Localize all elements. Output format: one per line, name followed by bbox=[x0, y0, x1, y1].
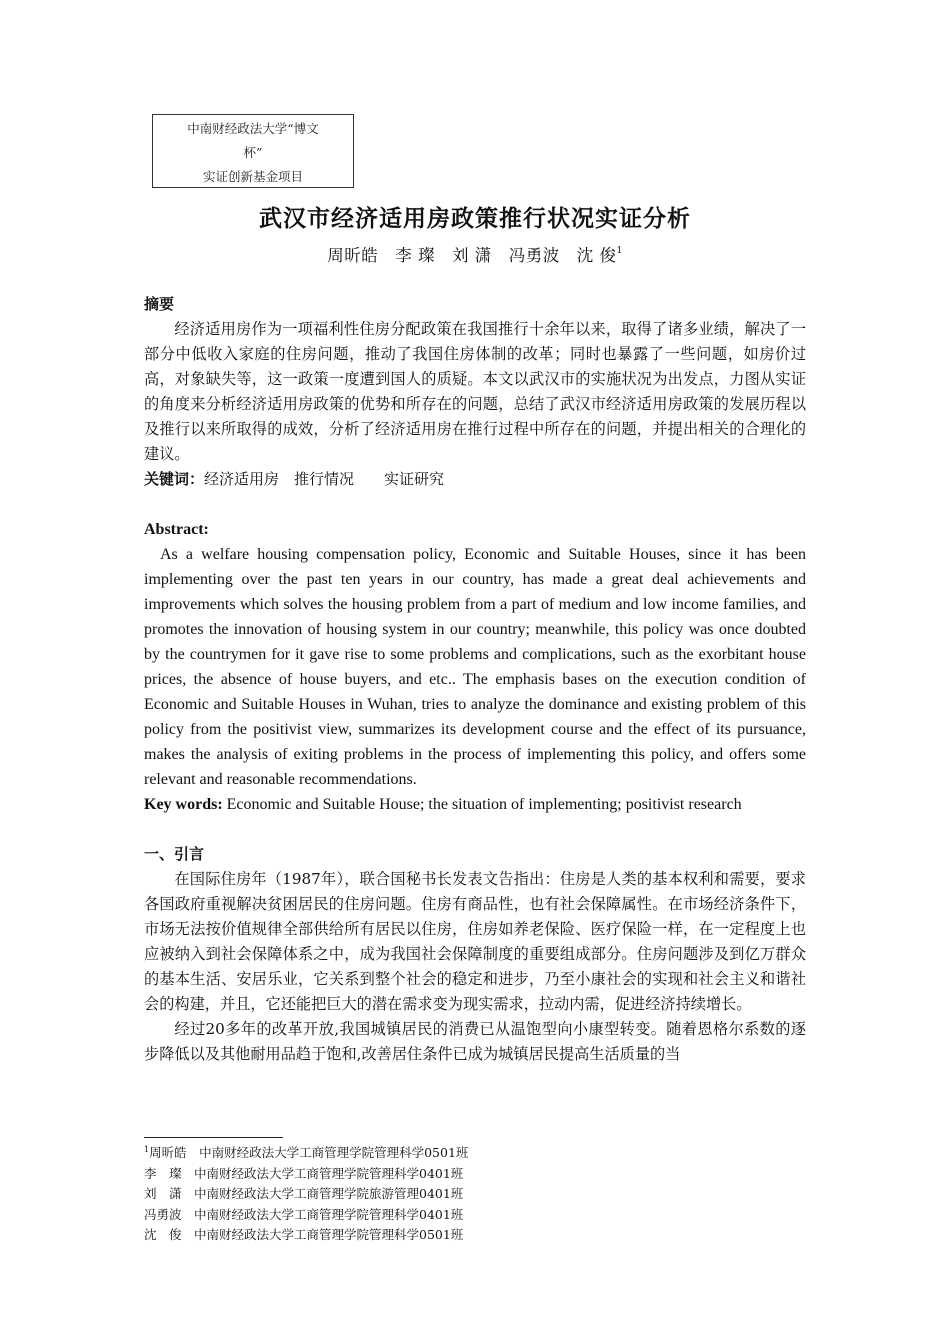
keywords-label-cn: 关键词： bbox=[144, 470, 205, 488]
footnote-separator bbox=[144, 1137, 283, 1138]
footnote-item bbox=[144, 1203, 806, 1224]
footnote-mark: 1 bbox=[144, 1145, 150, 1154]
footnotes bbox=[144, 1141, 806, 1244]
footnote-author: 冯勇波 bbox=[144, 1206, 182, 1222]
footnote-author: 刘 潇 bbox=[144, 1186, 182, 1201]
keywords-cn bbox=[144, 467, 806, 492]
introduction-paragraph-1: 在国际住房年（1987年），联合国秘书长发表文告指出：住房是人类的基本权利和需要，要求各国政府重视解决贫困居民的住房问题。住房有商品性，也有社会保障属性。在市场经济条件下，市场无法按价值规律全部供给所有居民以住房，住房如养老保险、医疗保险一样，在一定程度上也应被纳入到社会保障体系之中，成为我国社会保障制度的重要组成部分。住房问题涉及到亿万群众的基本生活、安居乐业，它关系到整个社会的稳定和进步，乃至小康社会的实现和社会主义和谐社会的构建，并且，它还能把巨大的潜在需求变为现实需求，拉动内需，促进经济持续增长。 bbox=[144, 870, 806, 1013]
keywords-en bbox=[144, 792, 806, 817]
footnote-item bbox=[144, 1141, 806, 1162]
fund-box-line-1: 中南财经政法大学“博文 bbox=[187, 121, 319, 136]
footnote-item bbox=[144, 1223, 806, 1244]
footnote-item bbox=[144, 1162, 806, 1183]
abstract-heading-en: Abstract: bbox=[144, 521, 209, 538]
footnote-affiliation: 中南财经政法大学工商管理学院管理科学0401班 bbox=[194, 1206, 464, 1222]
keywords-text-en: Economic and Suitable House; the situation of implementing; positivist research bbox=[222, 796, 742, 813]
footnote-affiliation: 中南财经政法大学工商管理学院管理科学0501班 bbox=[199, 1145, 469, 1160]
footnote-affiliation: 中南财经政法大学工商管理学院管理科学0401班 bbox=[194, 1165, 464, 1181]
paper-body bbox=[144, 292, 806, 1067]
author-footnote-mark: 1 bbox=[616, 246, 623, 256]
footnote-author: 周昕皓 bbox=[149, 1145, 187, 1160]
introduction-paragraph-2: 经过20多年的改革开放,我国城镇居民的消费已从温饱型向小康型转变。随着恩格尔系数的逐步降低以及其他耐用品趋于饱和,改善居住条件已成为城镇居民提高生活质量的当 bbox=[144, 1020, 806, 1063]
section-spacer bbox=[144, 817, 806, 842]
paper-title: 武汉市经济适用房政策推行状况实证分析 bbox=[259, 206, 691, 232]
author-names: 周昕皓 李 璨 刘 潇 冯勇波 沈 俊 bbox=[327, 246, 617, 265]
footnote-author: 沈 俊 bbox=[144, 1227, 182, 1242]
abstract-body-en: As a welfare housing compensation policy, Economic and Suitable Houses, since it has been implementing over the past ten years in our country, has made a great deal achievements and improvements which solves the housing problem from a part of medium and low income families, and promotes the innovation of housing system in our country; meanwhile, this policy was once doubted by the countrymen for it gave rise to some problems and complications, such as the exorbitant house prices, the absence of house buyers, and etc.. The emphasis bases on the execution condition of Economic and Suitable Houses in Wuhan, tries to analyze the dominance and existing problem of this policy from the positivist view, summarizes its development course and the effect of its pursuance, makes the analysis of exiting problems in the process of implementing this policy, and offers some relevant and reasonable recommendations. bbox=[144, 546, 806, 788]
section-heading-introduction: 一、引言 bbox=[144, 845, 205, 863]
footnote-item bbox=[144, 1182, 806, 1203]
abstract-body-cn: 经济适用房作为一项福利性住房分配政策在我国推行十余年以来，取得了诸多业绩，解决了一部分中低收入家庭的住房问题，推动了我国住房体制的改革；同时也暴露了一些问题，如房价过高，对象缺失等，这一政策一度遭到国人的质疑。本文以武汉市的实施状况为出发点，力图从实证的角度来分析经济适用房政策的优势和所存在的问题，总结了武汉市经济适用房政策的发展历程以及推行以来所取得的成效，分析了经济适用房在推行过程中所存在的问题，并提出相关的合理化的建议。 bbox=[144, 320, 806, 463]
fund-box-line-3: 实证创新基金项目 bbox=[202, 169, 303, 184]
author-line bbox=[0, 242, 950, 266]
fund-box-line-2: 杯” bbox=[243, 145, 263, 160]
fund-project-box bbox=[152, 114, 354, 188]
abstract-heading-cn: 摘要 bbox=[144, 295, 175, 313]
keywords-text-cn: 经济适用房 推行情况 实证研究 bbox=[204, 470, 445, 488]
footnote-author: 李 璨 bbox=[144, 1165, 182, 1181]
footnote-affiliation: 中南财经政法大学工商管理学院管理科学0501班 bbox=[194, 1227, 464, 1242]
footnote-affiliation: 中南财经政法大学工商管理学院旅游管理0401班 bbox=[194, 1186, 464, 1201]
keywords-label-en: Key words: bbox=[144, 796, 223, 813]
